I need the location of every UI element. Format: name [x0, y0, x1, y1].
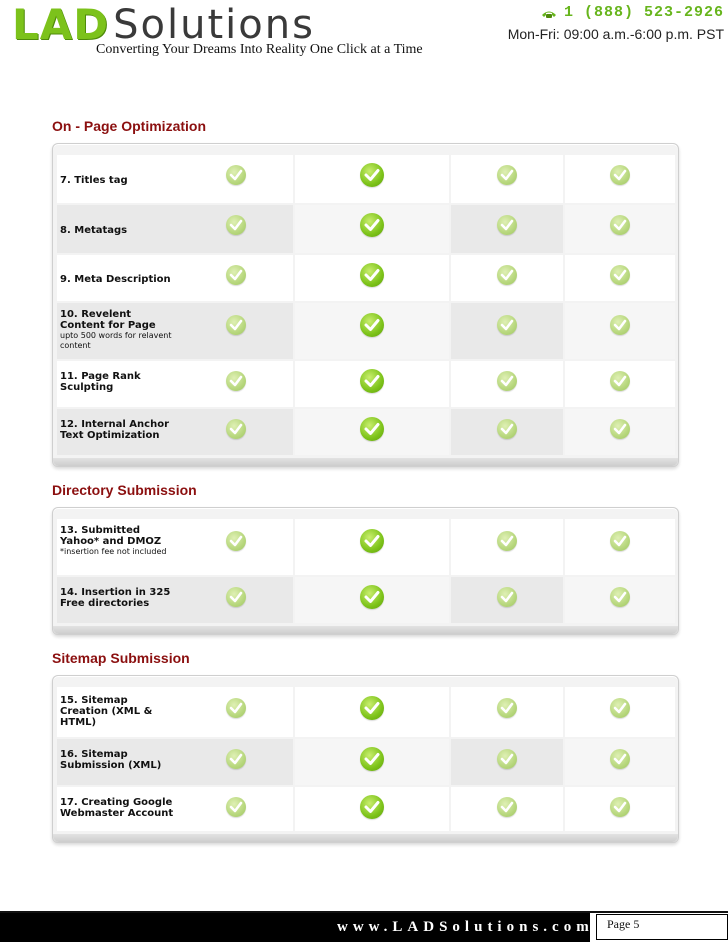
panel-footer: [53, 834, 678, 842]
plan-cell: [179, 205, 293, 253]
plan-cell: [295, 409, 449, 455]
plan-cell: [179, 739, 293, 785]
logo-solutions-text: Solutions: [113, 2, 315, 48]
check-icon: [610, 215, 630, 235]
panel-footer: [53, 626, 678, 634]
check-icon: [497, 698, 517, 718]
check-icon: [226, 265, 246, 285]
plan-cell: [565, 205, 675, 253]
plan-cell: [179, 303, 293, 359]
plan-cell: [565, 255, 675, 301]
check-icon: [360, 313, 384, 337]
plan-cell: [451, 739, 563, 785]
plan-cell: [451, 409, 563, 455]
plan-cell: [451, 687, 563, 737]
check-icon: [497, 531, 517, 551]
check-icon: [226, 165, 246, 185]
row-label: 10. Revelent Content for Page: [60, 309, 156, 331]
plan-cell: [451, 205, 563, 253]
row-label: 16. Sitemap Submission (XML): [60, 749, 162, 771]
plan-cell: [451, 577, 563, 623]
logo-lad-text: LAD: [12, 0, 110, 49]
plan-cell: [565, 155, 675, 203]
page-number: Page 5: [596, 914, 728, 940]
footer-website-link[interactable]: www.LADSolutions.com: [337, 919, 594, 935]
check-icon: [226, 531, 246, 551]
check-icon: [360, 795, 384, 819]
row-label-cell: [57, 577, 179, 623]
table-row: [53, 519, 678, 575]
check-icon: [497, 797, 517, 817]
row-label: 15. Sitemap Creation (XML & HTML): [60, 695, 153, 728]
check-icon: [360, 263, 384, 287]
plan-cell: [179, 155, 293, 203]
check-icon: [497, 371, 517, 391]
plan-cell: [179, 519, 293, 575]
row-label: 8. Metatags: [60, 225, 128, 236]
plan-cell: [451, 255, 563, 301]
row-label-cell: [57, 361, 179, 407]
plan-cell: [451, 361, 563, 407]
business-hours: Mon-Fri: 09:00 a.m.-6:00 p.m. PST: [507, 26, 724, 42]
check-icon: [226, 797, 246, 817]
table-row: [53, 205, 678, 253]
row-label-cell: [57, 409, 179, 455]
sitemap-submission-table: [52, 675, 679, 843]
check-icon: [610, 165, 630, 185]
check-icon: [497, 265, 517, 285]
check-icon: [610, 531, 630, 551]
check-icon: [610, 587, 630, 607]
plan-cell: [179, 687, 293, 737]
phone-text: 1 (888) 523-2926: [563, 4, 724, 21]
check-icon: [226, 215, 246, 235]
row-note: *insertion fee not included: [60, 547, 167, 556]
check-icon: [610, 265, 630, 285]
plan-cell: [295, 687, 449, 737]
check-icon: [226, 587, 246, 607]
plan-cell: [295, 577, 449, 623]
check-icon: [226, 749, 246, 769]
tagline: Converting Your Dreams Into Reality One Click at a Time: [96, 42, 423, 57]
table-row: [53, 303, 678, 359]
section-title-directory: Directory Submission: [52, 482, 197, 498]
check-icon: [226, 371, 246, 391]
plan-cell: [565, 739, 675, 785]
plan-cell: [295, 155, 449, 203]
plan-cell: [295, 361, 449, 407]
section-title-on-page: On - Page Optimization: [52, 118, 207, 134]
check-icon: [360, 696, 384, 720]
row-label: 17. Creating Google Webmaster Account: [60, 797, 174, 819]
plan-cell: [565, 787, 675, 831]
check-icon: [497, 749, 517, 769]
plan-cell: [179, 409, 293, 455]
row-label-group: [57, 519, 179, 557]
check-icon: [360, 747, 384, 771]
table-row: [53, 687, 678, 737]
plan-cell: [179, 787, 293, 831]
table-row: [53, 361, 678, 407]
plan-cell: [451, 303, 563, 359]
plan-cell: [295, 739, 449, 785]
check-icon: [497, 587, 517, 607]
row-label-group: [57, 303, 179, 351]
row-label: 14. Insertion in 325 Free directories: [60, 587, 171, 609]
table-row: [53, 739, 678, 785]
check-icon: [497, 165, 517, 185]
row-label: 11. Page Rank Sculpting: [60, 371, 141, 393]
page-header: [0, 0, 728, 62]
plan-cell: [295, 205, 449, 253]
row-note: upto 500 words for relavent content: [60, 331, 172, 350]
on-page-optimization-table: [52, 143, 679, 467]
plan-cell: [179, 577, 293, 623]
row-label-cell: [57, 205, 179, 253]
check-icon: [610, 797, 630, 817]
row-label-cell: [57, 303, 179, 359]
phone-number: [540, 4, 724, 21]
lad-solutions-logo: [12, 0, 315, 49]
plan-cell: [179, 361, 293, 407]
check-icon: [226, 419, 246, 439]
panel-footer: [53, 458, 678, 466]
plan-cell: [179, 255, 293, 301]
check-icon: [360, 417, 384, 441]
check-icon: [360, 369, 384, 393]
check-icon: [360, 585, 384, 609]
table-row: [53, 155, 678, 203]
row-label-cell: [57, 519, 179, 575]
check-icon: [610, 419, 630, 439]
check-icon: [360, 163, 384, 187]
row-label-cell: [57, 255, 179, 301]
plan-cell: [295, 255, 449, 301]
table-row: [53, 409, 678, 455]
check-icon: [610, 371, 630, 391]
check-icon: [610, 698, 630, 718]
row-label-cell: [57, 739, 179, 785]
row-label: 9. Meta Description: [60, 274, 171, 285]
plan-cell: [565, 519, 675, 575]
table-row: [53, 787, 678, 831]
check-icon: [610, 315, 630, 335]
plan-cell: [565, 687, 675, 737]
table-row: [53, 577, 678, 623]
check-icon: [497, 315, 517, 335]
plan-cell: [295, 787, 449, 831]
check-icon: [360, 529, 384, 553]
plan-cell: [565, 577, 675, 623]
plan-cell: [565, 303, 675, 359]
plan-cell: [565, 361, 675, 407]
row-label: 12. Internal Anchor Text Optimization: [60, 419, 170, 441]
row-label: 13. Submitted Yahoo* and DMOZ: [60, 525, 162, 547]
check-icon: [226, 315, 246, 335]
plan-cell: [451, 155, 563, 203]
plan-cell: [565, 409, 675, 455]
plan-cell: [295, 303, 449, 359]
row-label: 7. Titles tag: [60, 175, 128, 186]
check-icon: [360, 213, 384, 237]
row-label-cell: [57, 787, 179, 831]
section-title-sitemap: Sitemap Submission: [52, 650, 190, 666]
plan-cell: [451, 787, 563, 831]
check-icon: [497, 419, 517, 439]
phone-icon: [540, 7, 558, 19]
plan-cell: [451, 519, 563, 575]
row-label-cell: [57, 687, 179, 737]
directory-submission-table: [52, 507, 679, 635]
table-row: [53, 255, 678, 301]
check-icon: [610, 749, 630, 769]
row-label-cell: [57, 155, 179, 203]
check-icon: [497, 215, 517, 235]
plan-cell: [295, 519, 449, 575]
check-icon: [226, 698, 246, 718]
